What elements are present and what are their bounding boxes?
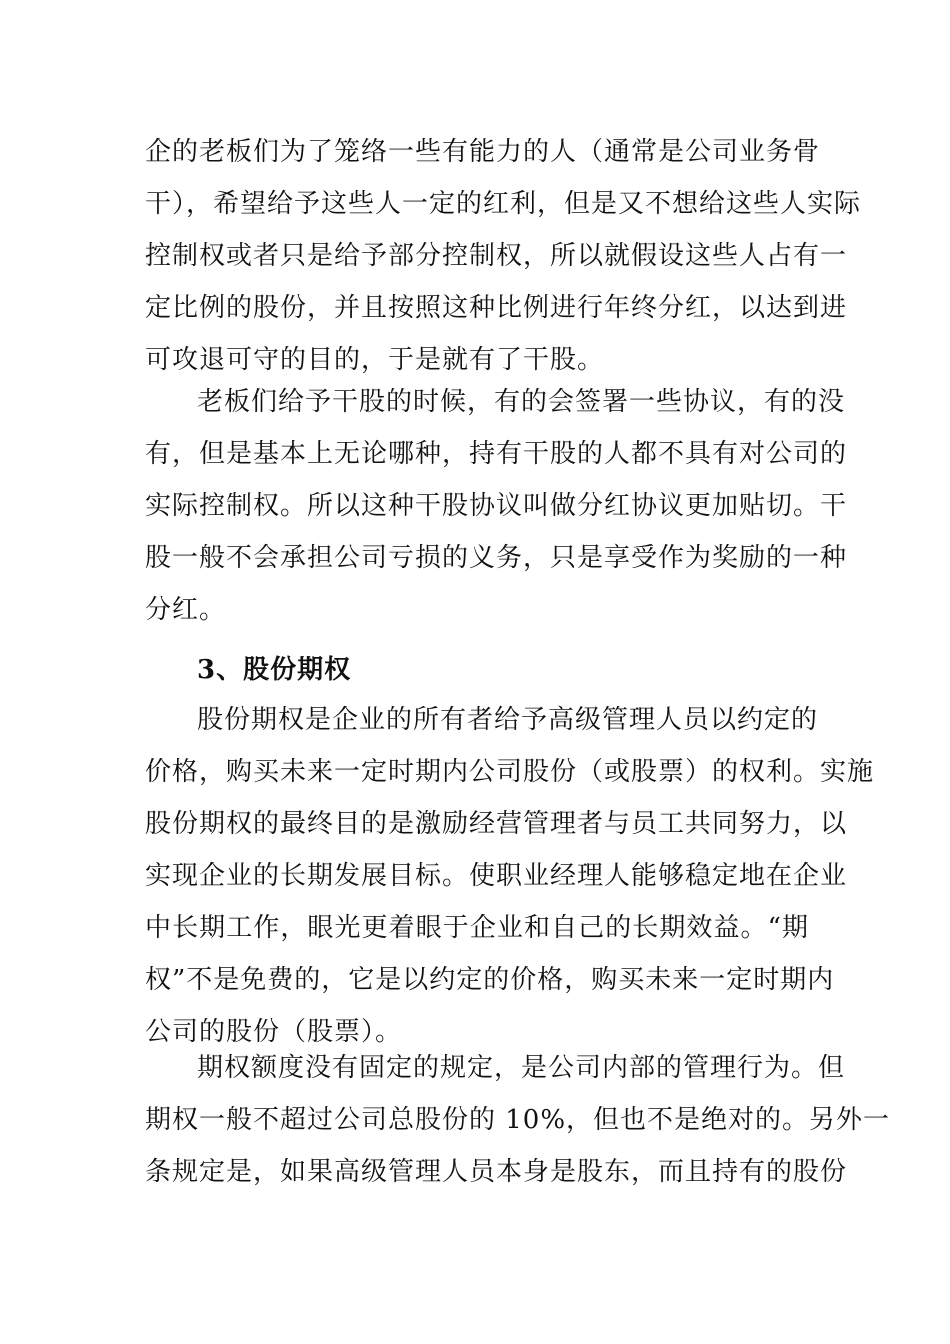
text-line: 干），希望给予这些人一定的红利，但是又不想给这些人实际 — [145, 189, 862, 219]
text-line: 条规定是，如果高级管理人员本身是股东，而且持有的股份 — [145, 1157, 848, 1187]
paragraph-stock-options — [145, 694, 875, 1058]
paragraph-option-limit — [145, 1042, 891, 1198]
paragraph-continued — [145, 126, 862, 386]
text-line: 定比例的股份，并且按照这种比例进行年终分红，以达到进 — [145, 293, 848, 323]
section-title: 3、股份期权 — [197, 655, 352, 685]
paragraph-dry-shares — [145, 376, 848, 636]
text-line: 可攻退可守的目的，于是就有了干股。 — [145, 345, 605, 375]
text-line: 股一般不会承担公司亏损的义务，只是享受作为奖励的一种 — [145, 543, 848, 573]
text-line: 老板们给予干股的时候，有的会签署一些协议，有的没 — [197, 387, 846, 417]
section-heading — [145, 644, 809, 696]
text-line: 公司的股份（股票）。 — [145, 1017, 403, 1047]
text-line: 权”不是免费的，它是以约定的价格，购买未来一定时期内 — [145, 965, 835, 995]
text-line: 实现企业的长期发展目标。使职业经理人能够稳定地在企业 — [145, 861, 848, 891]
text-line: 中长期工作，眼光更着眼于企业和自己的长期效益。“期 — [145, 913, 809, 943]
text-line: 价格，购买未来一定时期内公司股份（或股票）的权利。实施 — [145, 757, 875, 787]
text-line: 分红。 — [145, 595, 227, 625]
text-line: 企的老板们为了笼络一些有能力的人（通常是公司业务骨 — [145, 137, 821, 167]
text-line: 股份期权的最终目的是激励经营管理者与员工共同努力，以 — [145, 809, 848, 839]
text-line: 实际控制权。所以这种干股协议叫做分红协议更加贴切。干 — [145, 491, 848, 521]
text-line: 控制权或者只是给予部分控制权，所以就假设这些人占有一 — [145, 241, 848, 271]
text-line: 股份期权是企业的所有者给予高级管理人员以约定的 — [197, 705, 819, 735]
text-line: 期权一般不超过公司总股份的 10%，但也不是绝对的。另外一 — [145, 1105, 891, 1135]
text-line: 期权额度没有固定的规定，是公司内部的管理行为。但 — [197, 1053, 846, 1083]
text-line: 有，但是基本上无论哪种，持有干股的人都不具有对公司的 — [145, 439, 848, 469]
